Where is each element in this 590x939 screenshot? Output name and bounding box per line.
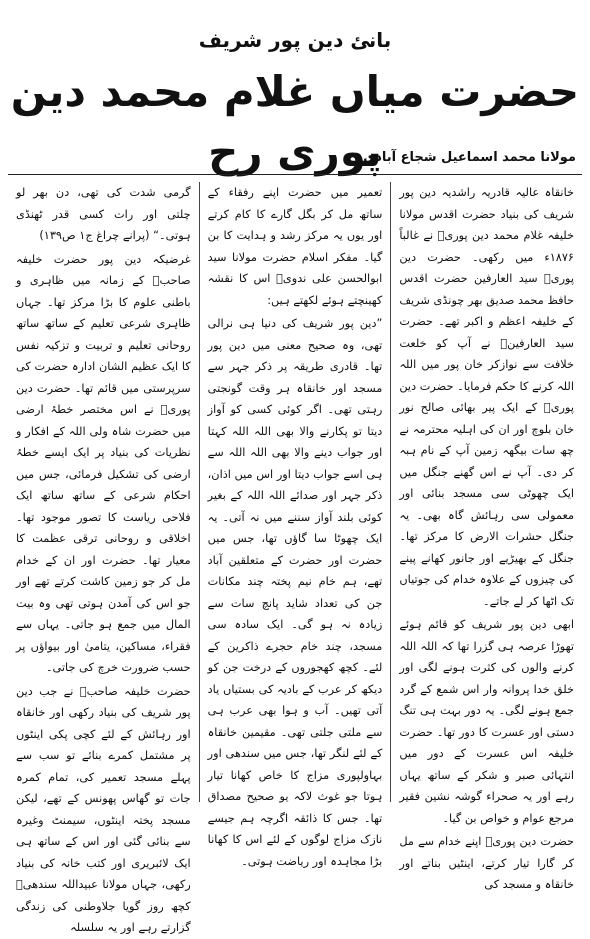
paragraph: خانقاہ عالیہ قادریہ راشدیہ دین پور شریف کی بنیاد حضرت اقدس مولانا خلیفہ غلام محمد دین پوریؒ نے غالباً ۱۸۷۶ء میں رکھی۔ حضرت دین پوریؒ سید العارفین حضرت اقدس حافظ محمد صدیق بھر چونڈی شریف کے خلیفہ اعظم و اکبر تھے۔ حضرت سید العارفینؒ نے آپ کو خلعت خلافت سے نوازکر خان پور میں اللہ اللہ کرنے کا حکم فرمایا۔ حضرت دین پوریؒ کے ایک پیر بھائی صالح نور خان بلوچ اور ان کی اہلیہ محترمہ نے چھ سات بیگھہ زمین آپ کے نام ہبہ کر دی۔ آپ نے اس گھنے جنگل میں ایک چھوٹی سی مسجد بنائی اور معمولی سی رہائش گاہ بھی۔ یہ جنگل حشرات الارض کا مرکز تھا۔ جنگل کے بھیڑیے اور جانور کھانے پینے کی چیزوں کے علاوہ خدام کی جوتیاں تک اٹھا کر لے جاتے۔ xyxy=(399,186,574,608)
paragraph: غرضیکہ دین پور حضرت خلیفہ صاحبؒ کے زمانہ میں ظاہری و باطنی علوم کا بڑا مرکز تھا۔ جہاں ظاہری شرعی تعلیم کے ساتھ ساتھ روحانی تعلیم و تربیت و تزکیہ نفس کا ایک عظیم الشان ادارہ حضرت کی سرپرستی میں قائم تھا۔ حضرت دین پوریؒ نے اس مختصر خطۂ ارضی میں حضرت شاہ ولی اللہ کے افکار و نظریات کی بنیاد پر ایک ایسے خطۂ ارضی کی تشکیل فرمائی، جس میں احکام شرعی کے ساتھ ساتھ ایک فلاحی ریاست کا تصور موجود تھا۔ اخلاقی و روحانی ترقی عظمت کا معیار تھا۔ حضرت اور ان کے خدام مل کر جو زمین کاشت کرتے تھے اور جو اس کی آمدن ہوتی تھی وہ بیت المال میں جمع ہو جاتی۔ یہاں سے فقراء، مساکین، یتامیٰ اور بیواؤں پر حسب ضرورت خرچ کی جاتی۔ xyxy=(15,252,191,674)
column-middle xyxy=(200,182,392,868)
article-body xyxy=(8,182,582,934)
page-subtitle: بانئ دین پور شریف xyxy=(198,28,392,52)
author-byline: مولانا محمد اسماعیل شجاع آبادی xyxy=(363,150,576,165)
page-title: حضرت میاں غلام محمد دین پوری رح xyxy=(10,67,580,176)
column-right xyxy=(391,182,582,891)
paragraph: ”دین پور شریف کی دنیا ہی نرالی تھی، وہ صحیح معنی میں دین پور تھا۔ قادری طریقہ پر ذکر جہر سے مسجد اور خانقاہ ہر وقت گونجتی رہتی تھی۔ اگر کوئی کسی کو آواز دیتا تو پکارنے والا بھی اللہ اللہ کہتا اور جواب دینے والا بھی اللہ اللہ سے ہی اسے جواب دیتا اور اس میں اذان، ذکر جہر اور صدائے اللہ اللہ کے بغیر کوئی بلند آواز سننے میں نہ آتی۔ یہ ایک چھوٹا سا گاؤں تھا، جس میں حضرت اور حضرت کے متعلقین آباد تھے، ہم خام نیم پختہ چند مکانات جن کی تعداد شاید پانچ سات سے زیادہ نہ ہو گی۔ ایک سادہ سی مسجد، چند خام حجرے ذاکرین کے لئے۔ کچھ کھجوروں کے درخت جن کو دیکھ کر عرب کے بادیہ کی بستیاں یاد آتی تھیں۔ آب و ہوا بھی عرب ہی سے ملتی جلتی تھی۔ مقیمین خانقاہ کے لئے لنگر تھا، جس میں سندھی اور بہاولپوری مزاج کا خاص کھانا تیار ہوتا جو غوث لاکہ یو صحیح مصداق تھا۔ جس کا ذائقہ اگرچہ ہم جیسے نازک مزاج لوگوں کے لئے اس کا کھانا بڑا مجاہدہ اور ریاضت ہوتی۔ xyxy=(207,317,383,868)
paragraph: حضرت دین پوریؒ اپنے خدام سے مل کر گارا تیار کرتے، اینٹیں بناتے اور خانقاہ و مسجد کی xyxy=(399,835,574,891)
column-left xyxy=(8,182,200,934)
paragraph: ابھی دین پور شریف کو قائم ہوئے تھوڑا عرصہ ہی گزرا تھا کہ اللہ اللہ کرنے والوں کی کثرت ہونے لگی اور خلق خدا پروانہ وار اس شمع کے گرد جمع ہونے لگی۔ یہ دور بہت ہی تنگ دستی اور عسرت کا دور تھا۔ حضرت خلیفہ اس عسرت کے دور میں انتہائی صبر و شکر کے ساتھ یہاں رہے اور یہ صحراء گوشہ نشین فقیر مرجع عوام و خواص بن گیا۔ xyxy=(399,618,574,825)
paragraph: تعمیر میں حضرت اپنے رفقاء کے ساتھ مل کر بگل گارے کا کام کرتے اور یوں یہ مرکز رشد و ہدایت کا بن گیا۔ مفکر اسلام حضرت مولانا سید ابوالحسن علی ندویؒ اس کا نقشہ کھینچتے ہوئے لکھتے ہیں: xyxy=(207,186,383,307)
paragraph: گرمی شدت کی تھی، دن بھر لو چلتی اور رات کسی قدر ٹھنڈی ہوتی۔“ (پرانے چراغ ج۱ ص۱۳۹) xyxy=(15,186,191,242)
header-divider xyxy=(8,174,582,175)
paragraph: حضرت خلیفہ صاحبؒ نے جب دین پور شریف کی بنیاد رکھی اور خانقاہ اور رہائش کے لئے کچی پکی اینٹوں پر مشتمل کمرے بنائے تو سب سے پہلے مسجد تعمیر کی، تمام کمرہ جات تو گھاس پھونس کے تھے، لیکن مسجد پختہ اینٹوں، سیمنٹ وغیرہ سے بنائی گئی اور اس کے ساتھ ہی ایک لائبریری اور کتب خانہ کی بنیاد رکھی، جہاں مولانا عبیداللہ سندھیؒ کچھ روز گویا جلاوطنی کی زندگی گزارتے رہے اور یہ سلسلہ xyxy=(15,684,191,934)
